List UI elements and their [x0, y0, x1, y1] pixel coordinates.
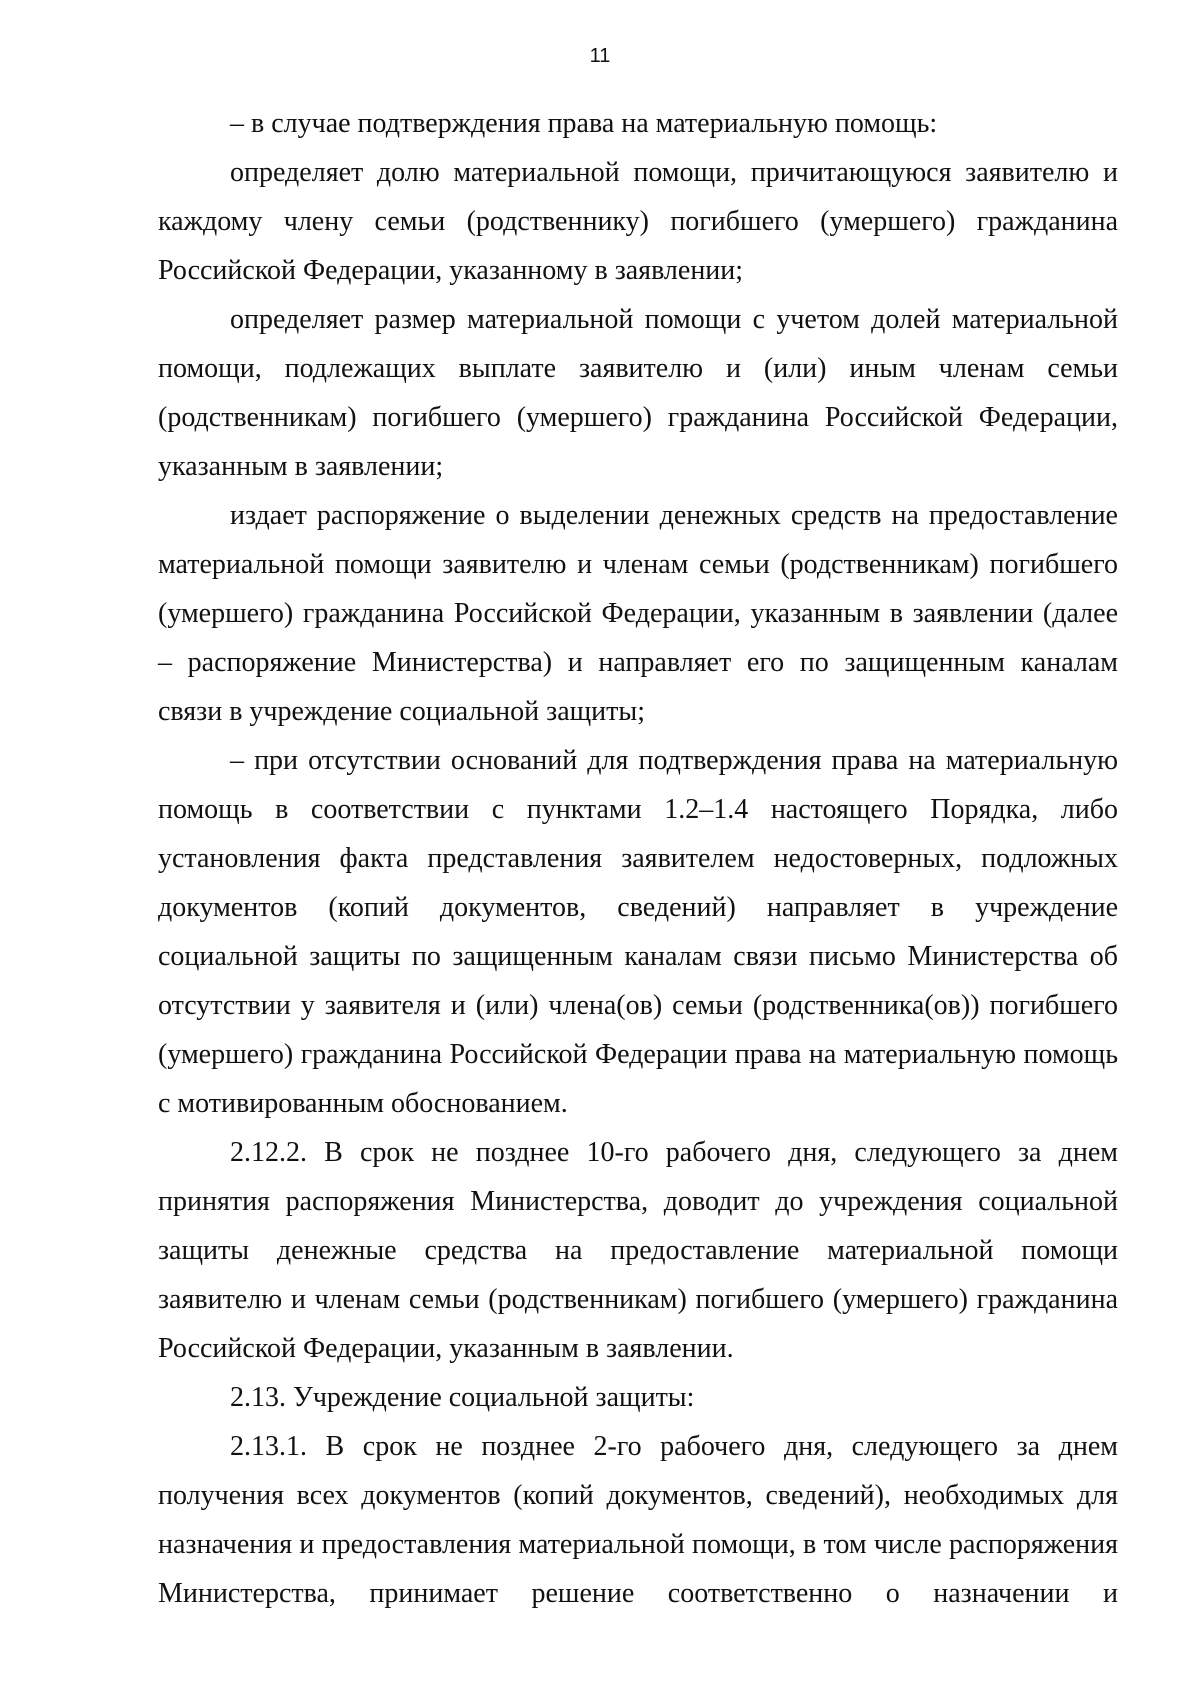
paragraph: определяет долю материальной помощи, причитающуюся заявителю и каждому члену семьи (родственнику) погибшего (умершего) гражданина Российской Федерации, указанному в заявлении;: [158, 157, 1118, 286]
paragraph: – при отсутствии оснований для подтверждения права на материальную помощь в соответствии с пунктами 1.2–1.4 настоящего Порядка, либо установления факта представления заявителем недостоверных, подложных документов (копий документов, сведений) направляет в учреждение социальной защиты по защищенным каналам связи письмо Министерства об отсутствии у заявителя и (или) члена(ов) семьи (родственника(ов)) погибшего (умершего) гражданина Российской Федерации права на материальную помощь с мотивированным обоснованием.: [158, 745, 1118, 1119]
paragraph: определяет размер материальной помощи с учетом долей материальной помощи, подлежащих выплате заявителю и (или) иным членам семьи (родственникам) погибшего (умершего) гражданина Российской Федерации, указанным в заявлении;: [158, 304, 1118, 482]
paragraph: 2.12.2. В срок не позднее 10-го рабочего дня, следующего за днем принятия распоряжения Министерства, доводит до учреждения социальной защиты денежные средства на предоставление материальной помощи заявителю и членам семьи (родственникам) погибшего (умершего) гражданина Российской Федерации, указанным в заявлении.: [158, 1137, 1118, 1364]
document-body: [158, 99, 1118, 1618]
paragraph: – в случае подтверждения права на материальную помощь:: [230, 108, 938, 139]
paragraph: издает распоряжение о выделении денежных средств на предоставление материальной помощи заявителю и членам семьи (родственникам) погибшего (умершего) гражданина Российской Федерации, указанным в заявлении (далее – распоряжение Министерства) и направляет его по защищенным каналам связи в учреждение социальной защиты;: [158, 500, 1118, 727]
page-number: 11: [589, 45, 611, 67]
paragraph: 2.13. Учреждение социальной защиты:: [230, 1382, 695, 1413]
paragraph: 2.13.1. В срок не позднее 2-го рабочего дня, следующего за днем получения всех документов (копий документов, сведений), необходимых для назначения и предоставления материальной помощи, в том числе распоряжения Министерства, принимает решение соответственно о назначении и: [158, 1431, 1118, 1609]
